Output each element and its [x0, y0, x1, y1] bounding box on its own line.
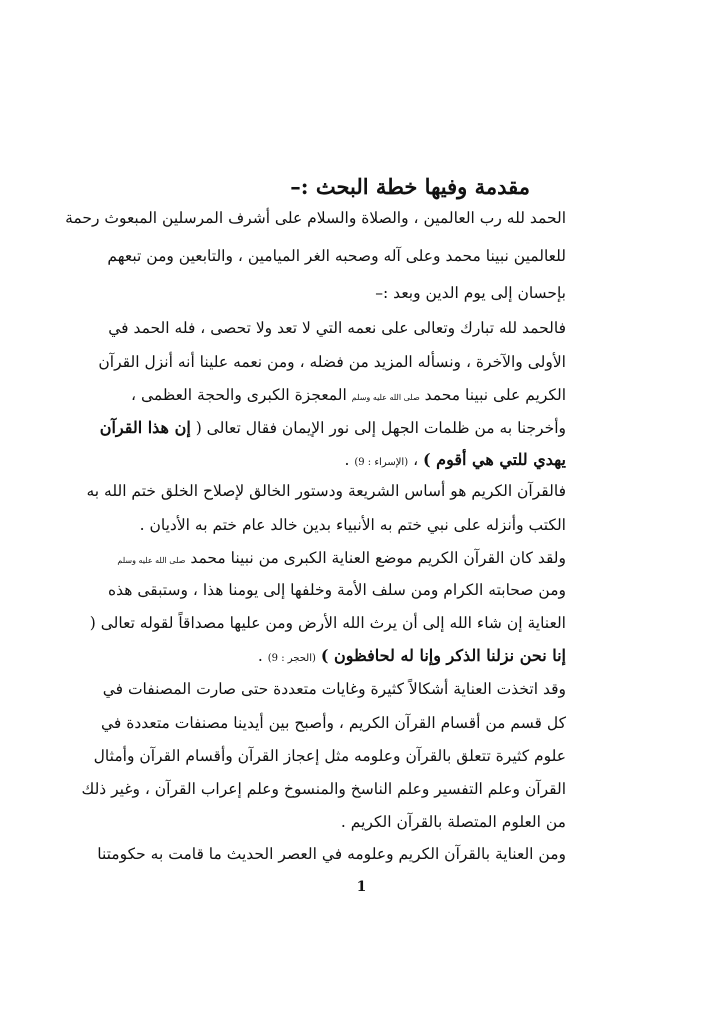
text-segment: .	[257, 647, 263, 665]
text-segment: المعجزة الكبرى والحجة العظمى ،	[131, 386, 347, 404]
page-title: مقدمة وفيها خطة البحث :–	[290, 174, 530, 199]
text-line	[117, 545, 566, 574]
text-line: من العلوم المتصلة بالقرآن الكريم .	[340, 813, 566, 831]
text-line: كل قسم من أقسام القرآن الكريم ، وأصبح بين أيدينا مصنفات متعددة في	[100, 714, 566, 732]
verse-reference: (الحجر : 9)	[267, 653, 316, 664]
text-line: ومن صحابته الكرام ومن سلف الأمة وخلفها إلى يومنا هذا ، وستبقى هذه	[108, 581, 566, 599]
text-line: القرآن وعلم التفسير وعلم الناسخ والمنسوخ وعلم إعراب القرآن ، وغير ذلك	[81, 780, 566, 798]
verse-reference: (الإسراء : 9)	[354, 457, 409, 468]
text-line	[136, 447, 566, 476]
text-segment: الكريم على نبينا محمد	[424, 386, 566, 404]
text-line	[99, 415, 566, 441]
text-line: بإحسان إلى يوم الدين وبعد :–	[375, 284, 566, 302]
quran-verse: يهدي للتي هي أقوم )	[423, 450, 566, 469]
text-line	[136, 643, 566, 672]
honorific-mark: صلى الله عليه وسلم	[351, 393, 420, 402]
text-line: علوم كثيرة تتعلق بالقرآن وعلومه مثل إعجاز القرآن وأقسام القرآن وأمثال	[93, 747, 566, 765]
page-number: 1	[356, 879, 367, 895]
text-line: العناية إن شاء الله إلى أن يرث الله الأرض ومن عليها مصداقاً لقوله تعالى (	[89, 614, 566, 632]
text-line: فالقرآن الكريم هو أساس الشريعة ودستور الخالق لإصلاح الخلق ختم الله به	[86, 482, 566, 500]
text-line	[131, 382, 566, 411]
text-segment: وأخرجنا به من ظلمات الجهل إلى نور الإيمان فقال تعالى (	[195, 419, 566, 437]
quran-verse: إن هذا القرآن	[99, 418, 191, 437]
text-line: الكتب وأنزله على نبي ختم به الأنبياء بدين خالد عام ختم به الأديان .	[139, 516, 566, 534]
text-line: فالحمد لله تبارك وتعالى على نعمه التي لا تعد ولا تحصى ، فله الحمد في	[108, 319, 566, 337]
text-segment: ولقد كان القرآن الكريم موضع العناية الكبرى من نبينا محمد	[190, 549, 566, 567]
text-line: الأولى والآخرة ، ونسأله المزيد من فضله ، ومن نعمه علينا أنه أنزل القرآن	[98, 353, 566, 371]
text-line: الحمد لله رب العالمين ، والصلاة والسلام على أشرف المرسلين المبعوث رحمة	[65, 209, 566, 227]
honorific-mark: صلى الله عليه وسلم	[117, 556, 186, 565]
text-line: ومن العناية بالقرآن الكريم وعلومه في العصر الحديث ما قامت به حكومتنا	[97, 845, 566, 863]
text-line: للعالمين نبينا محمد وعلى آله وصحبه الغر الميامين ، والتابعين ومن تبعهم	[107, 247, 566, 265]
text-segment: .	[344, 451, 350, 469]
quran-verse: إنا نحن نزلنا الذكر وإنا له لحافظون )	[320, 646, 566, 665]
text-line: وقد اتخذت العناية أشكالاً كثيرة وغايات متعددة حتى صارت المصنفات في	[102, 680, 566, 698]
text-segment: ،	[413, 451, 419, 469]
